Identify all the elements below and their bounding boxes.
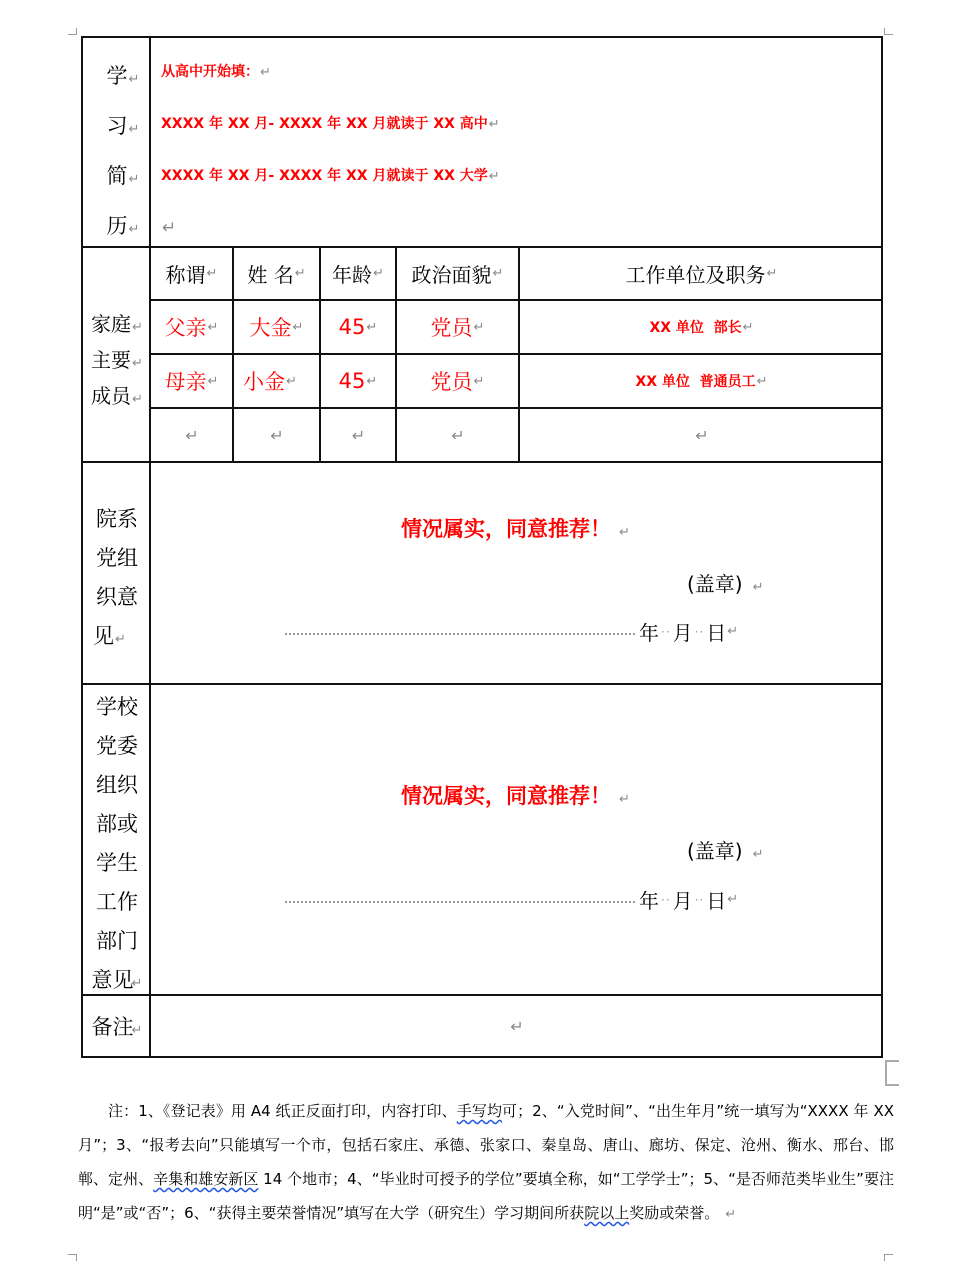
paragraph-mark-icon: ↵ bbox=[351, 425, 366, 445]
spellcheck-underlined-text[interactable]: 辛集和雄安新区 bbox=[153, 1170, 259, 1188]
dotted-leader bbox=[285, 633, 635, 635]
date-month: 月 bbox=[672, 621, 693, 645]
cell-text: XX 单位 部长 bbox=[649, 320, 742, 336]
date-year: 年 bbox=[639, 889, 659, 913]
paragraph-mark-icon: ↵ bbox=[128, 122, 140, 137]
note-text: 注：1、《登记表》用 A4 纸正反面打印，内容打印、 bbox=[108, 1102, 457, 1120]
header-title bbox=[151, 248, 232, 299]
paragraph-mark-icon: ↵ bbox=[206, 266, 218, 281]
header-text: 工作单位及职务 bbox=[625, 263, 766, 287]
label-line: 部门 bbox=[96, 929, 138, 953]
label-line: 织意 bbox=[96, 585, 138, 609]
paragraph-mark-icon: ↵ bbox=[292, 319, 304, 335]
family-cell-age[interactable] bbox=[321, 355, 395, 407]
family-cell-title[interactable] bbox=[151, 409, 232, 461]
label-line: 组织 bbox=[96, 773, 138, 797]
label-line: 院系 bbox=[96, 507, 138, 531]
opinion-text: 情况属实，同意推荐！ bbox=[401, 517, 611, 541]
family-cell-name[interactable] bbox=[234, 301, 319, 353]
footnotes bbox=[78, 1094, 894, 1232]
family-cell-title[interactable] bbox=[151, 355, 232, 407]
header-employer-position bbox=[520, 248, 883, 299]
family-cell-employer[interactable] bbox=[520, 409, 883, 461]
label-char: 学 bbox=[106, 64, 128, 88]
remarks-field[interactable] bbox=[151, 996, 883, 1056]
family-cell-employer[interactable] bbox=[520, 301, 883, 353]
header-text: 姓 名 bbox=[247, 263, 294, 287]
header-text: 年龄 bbox=[332, 263, 373, 287]
cell-text: 45 bbox=[338, 369, 366, 393]
paragraph-mark-icon: ↵ bbox=[366, 319, 378, 335]
paragraph-mark-icon: ↵ bbox=[619, 792, 630, 807]
family-cell-name[interactable] bbox=[234, 409, 319, 461]
family-cell-political[interactable] bbox=[397, 301, 518, 353]
label-line: 意见 bbox=[91, 968, 134, 992]
family-cell-age[interactable] bbox=[321, 301, 395, 353]
label-line: 主要 bbox=[91, 348, 132, 372]
cell-text: 45 bbox=[338, 315, 366, 339]
seal-label: (盖章) bbox=[687, 839, 743, 863]
family-cell-age[interactable] bbox=[321, 409, 395, 461]
label-line: 见 bbox=[93, 624, 114, 648]
history-line: 从高中开始填： bbox=[161, 64, 259, 80]
date-line: 年 ·· 月 ·· 日 ↵ bbox=[285, 617, 738, 646]
paragraph-mark-icon: ↵ bbox=[131, 1023, 143, 1038]
note-text: 14 个地市；4、“毕业时可授予的学位”要填全称，如“工学学士”；5、“是否师范类毕业生”要注明“是”或“否”；6、“获得主要荣誉情况”填写在大学（研究生）学习期间所获 bbox=[78, 1170, 894, 1222]
paragraph-mark-icon: ↵ bbox=[128, 222, 140, 237]
label-line: 党委 bbox=[96, 734, 138, 758]
paragraph-mark-icon: ↵ bbox=[270, 425, 284, 445]
header-text: 政治面貌 bbox=[411, 263, 492, 287]
paragraph-mark-icon: ↵ bbox=[286, 373, 297, 389]
paragraph-mark-icon: ↵ bbox=[207, 373, 219, 389]
remarks-label bbox=[83, 996, 151, 1056]
cell-text: 小金 bbox=[243, 370, 285, 394]
cell-text: 党员 bbox=[430, 316, 473, 340]
paragraph-mark-icon: ↵ bbox=[510, 1016, 524, 1036]
crop-mark-bottom-right bbox=[884, 1254, 893, 1261]
header-political-status bbox=[397, 248, 518, 299]
date-line: 年 ·· 月 ·· 日 ↵ bbox=[285, 885, 738, 914]
paragraph-mark-icon: ↵ bbox=[132, 392, 143, 407]
paragraph-mark-icon: ↵ bbox=[752, 847, 764, 862]
paragraph-mark-icon: ↵ bbox=[366, 373, 378, 389]
note-text: 奖励或荣誉。 bbox=[629, 1204, 720, 1222]
family-cell-political[interactable] bbox=[397, 355, 518, 407]
paragraph-mark-icon: ↵ bbox=[185, 425, 199, 445]
paragraph-mark-icon: ↵ bbox=[162, 218, 177, 238]
crop-mark-bottom-left bbox=[68, 1254, 77, 1261]
spellcheck-underlined-text[interactable]: 院以上 bbox=[584, 1204, 630, 1222]
history-line: XXXX 年 XX 月- XXXX 年 XX 月就读于 XX 高中 bbox=[161, 116, 488, 132]
paragraph-mark-icon: ↵ bbox=[727, 624, 739, 639]
paragraph-mark-icon: ↵ bbox=[260, 65, 271, 80]
dept-opinion-content[interactable] bbox=[151, 463, 883, 683]
paragraph-mark-icon: ↵ bbox=[115, 632, 126, 647]
cell-text: 党员 bbox=[430, 370, 473, 394]
crop-mark-top-right bbox=[884, 28, 893, 35]
study-history-label bbox=[83, 60, 151, 240]
label-line: 学校 bbox=[96, 695, 138, 719]
paragraph-mark-icon: ↵ bbox=[473, 373, 485, 389]
date-month: 月 bbox=[672, 889, 693, 913]
paragraph-mark-icon: ↵ bbox=[619, 525, 630, 540]
label-line: 部或 bbox=[96, 812, 138, 836]
family-cell-employer[interactable] bbox=[520, 355, 883, 407]
paragraph-mark-icon: ↵ bbox=[488, 117, 500, 132]
paragraph-mark-icon: ↵ bbox=[742, 319, 754, 335]
spellcheck-underlined-text[interactable]: 手写均 bbox=[456, 1102, 503, 1120]
registration-table bbox=[81, 36, 883, 1058]
paragraph-mark-icon: ↵ bbox=[727, 892, 739, 907]
paragraph-mark-icon: ↵ bbox=[451, 425, 465, 445]
paragraph-mark-icon: ↵ bbox=[488, 169, 500, 184]
label-line: 工作 bbox=[96, 890, 138, 914]
header-name bbox=[234, 248, 319, 299]
paragraph-mark-icon: ↵ bbox=[128, 72, 140, 87]
dotted-leader bbox=[285, 901, 635, 903]
date-day: 日 bbox=[706, 889, 727, 913]
paragraph-mark-icon: ↵ bbox=[132, 356, 143, 371]
study-history-content[interactable] bbox=[161, 60, 500, 268]
header-age bbox=[321, 248, 395, 299]
paragraph-mark-icon: ↵ bbox=[756, 373, 768, 389]
paragraph-mark-icon: ↵ bbox=[766, 266, 778, 281]
family-label bbox=[83, 308, 151, 408]
label-line: 成员 bbox=[91, 384, 132, 408]
header-text: 称谓 bbox=[165, 263, 206, 287]
paragraph-mark-icon: ↵ bbox=[492, 266, 504, 281]
paragraph-mark-icon: ↵ bbox=[725, 1207, 737, 1222]
cell-text: 大金 bbox=[249, 316, 292, 340]
family-cell-name[interactable] bbox=[234, 355, 319, 407]
family-cell-title[interactable] bbox=[151, 301, 232, 353]
label-char: 历 bbox=[106, 214, 128, 238]
dept-opinion-label bbox=[83, 500, 151, 670]
label-line: 学生 bbox=[96, 851, 138, 875]
paragraph-mark-icon: ↵ bbox=[132, 320, 143, 335]
cell-text: 母亲 bbox=[164, 370, 207, 394]
date-year: 年 bbox=[639, 621, 659, 645]
paragraph-mark-icon: ↵ bbox=[473, 319, 485, 335]
date-day: 日 bbox=[706, 621, 727, 645]
table-end-marker bbox=[885, 1060, 899, 1086]
label-char: 简 bbox=[106, 164, 128, 188]
note-text: 可；2、“入党时间”、“出生年月”统一填写为“XXXX 年 XX 月”；3、“报考去向”只能填写一个市，包括石家庄、承德、张家口、秦皇岛、唐山、廊坊、保定、沧州、衡水、邢台、邯郸、定州、 bbox=[78, 1102, 894, 1188]
paragraph-mark-icon: ↵ bbox=[695, 425, 709, 445]
opinion-text: 情况属实，同意推荐！ bbox=[401, 784, 611, 808]
cell-text: XX 单位 普通员工 bbox=[635, 374, 756, 390]
paragraph-mark-icon: ↵ bbox=[131, 976, 143, 991]
paragraph-mark-icon: ↵ bbox=[752, 580, 764, 595]
paragraph-mark-icon: ↵ bbox=[373, 266, 384, 281]
paragraph-mark-icon: ↵ bbox=[207, 319, 219, 335]
school-opinion-label bbox=[83, 688, 151, 998]
label-char: 习 bbox=[106, 114, 128, 138]
crop-mark-top-left bbox=[68, 28, 77, 35]
label-line: 党组 bbox=[96, 546, 138, 570]
history-line: XXXX 年 XX 月- XXXX 年 XX 月就读于 XX 大学 bbox=[161, 168, 488, 184]
school-opinion-content[interactable] bbox=[151, 685, 883, 994]
label-line: 备注 bbox=[91, 1015, 134, 1039]
label-line: 家庭 bbox=[91, 312, 132, 336]
cell-text: 父亲 bbox=[164, 316, 207, 340]
paragraph-mark-icon: ↵ bbox=[128, 172, 140, 187]
seal-label: (盖章) bbox=[687, 572, 743, 596]
family-cell-political[interactable] bbox=[397, 409, 518, 461]
paragraph-mark-icon: ↵ bbox=[294, 266, 306, 281]
